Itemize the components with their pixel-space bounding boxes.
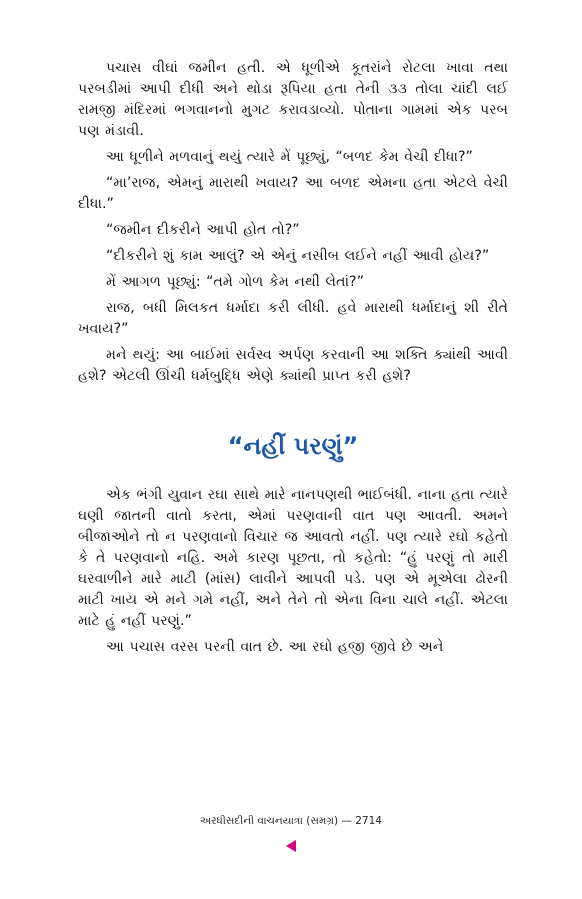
paragraph: “મા’રાજ, એમનું મારાથી ખવાય? આ બળદ એમના હતા એટલે વેચી દીધા.” [78,175,508,212]
paragraph: મેં આગળ પૂછ્યું: “તમે ગોળ કેમ નથી લેતાં?” [106,274,364,290]
page-content [78,58,508,663]
section-title: “નહીં પરણું” [227,432,359,460]
paragraph: આ ધૂળીને મળવાનું થયું ત્યારે મેં પૂછ્યું, “બળદ કેમ વેચી દીધા?” [106,149,473,165]
page-footer: અરધીસદીની વાચનયાત્રા (સમગ્ર) — 2714 [200,815,382,827]
paragraph: પચાસ વીઘાં જમીન હતી. એ ધૂળીએ કૂતરાંને રોટલા ખાવા તથા પરબડીમાં આપી દીધી અને થોડા રૂપિયા હતા તેની ૩૩ તોલા ચાંદી લઈ રામજી મંદિરમાં ભગવાનનો મુગટ કરાવડાવ્યો. પોતાના ગામમાં એક પરબ પણ મંડાવી. [78,60,508,139]
paragraph: આ પચાસ વરસ પરની વાત છે. આ રઘો હજી જીવે છે અને [106,639,444,655]
paragraph: એક ભંગી યુવાન રઘા સાથે મારે નાનપણથી ભાઈબંધી. નાના હતા ત્યારે ઘણી જાતની વાતો કરતા, એમાં પરણવાની વાત પણ આવતી. અમને બીજાઓને તો ન પરણવાનો વિચાર જ આવતો નહીં. પણ ત્યારે રઘો કહેતો કે તે પરણવાનો નહિ. અમે કારણ પૂછતા, તો કહેતો: “હું પરણું તો મારી ઘરવાળીને મારે માટી (માંસ) લાવીને આપવી પડે. પણ એ મૂએલા ઢોરની માટી ખાય એ મને ગમે નહીં, અને તેને તો એના વિના ચાલે નહીં. એટલા માટે હું નહીં પરણું.” [78,487,508,629]
paragraph: રાજ, બધી મિલકત ધર્માદા કરી લીધી. હવે મારાથી ધર્માદાનું શી રીતે ખવાય?” [78,300,508,337]
paragraph: “જમીન દીકરીને આપી હોત તો?” [106,222,300,238]
previous-page-arrow-icon[interactable] [286,840,296,852]
paragraph: મને થયું: આ બાઈમાં સર્વસ્વ અર્પણ કરવાની આ શક્તિ ક્યાંથી આવી હશે? એટલી ઊંચી ધર્મબુદ્ધિ એણે ક્યાંથી પ્રાપ્ત કરી હશે? [78,347,508,384]
paragraph: “દીકરીને શું કામ આલું? એ એનું નસીબ લઈને નહીં આવી હોય?” [106,248,490,264]
